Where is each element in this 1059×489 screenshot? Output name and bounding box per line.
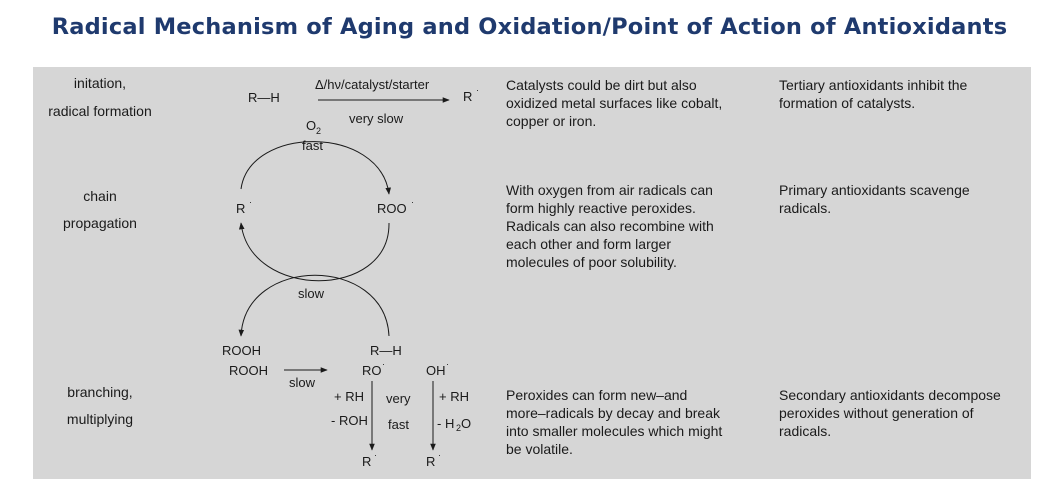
rooh-product: ROOH [222, 343, 261, 358]
tertiary-antioxidant-note: Tertiary antioxidants inhibit the formation of catalysts. [779, 77, 968, 111]
initiation-rate-label: very slow [349, 111, 404, 126]
stage-branching-label-2: multiplying [66, 411, 134, 427]
plus-rh-right: + RH [439, 389, 469, 404]
branching-description: Peroxides can form new–and more–radicals by decay and break into smaller molecules which might be volatile. [506, 387, 723, 457]
r-radical-cycle: R [236, 201, 246, 216]
radical-dot: · [382, 359, 385, 369]
r-radical-product: R [463, 89, 473, 104]
rooh-decay: ROOH [229, 363, 268, 378]
ro-radical: RO [362, 363, 382, 378]
stage-propagation-label-2: propagation [63, 215, 137, 231]
radical-dot: · [446, 359, 449, 369]
fast-label: fast [302, 138, 323, 153]
peroxide-formation-arc [241, 275, 389, 336]
stage-initiation-label-1: initation, [73, 75, 127, 91]
roo-radical: ROO [377, 201, 407, 216]
rh-reactant: R—H [248, 90, 280, 105]
rh-reactant-2: R—H [370, 343, 402, 358]
radical-dot: · [438, 450, 441, 460]
secondary-antioxidant-note: Secondary antioxidants decompose peroxides without generation of radicals. [779, 387, 1001, 439]
propagation-description: With oxygen from air radicals can form highly reactive peroxides. Radicals can also recombine with each other and form larger molecules of poor solubility. [506, 182, 714, 270]
h2o-o: O [461, 416, 472, 431]
radical-dot: · [411, 197, 414, 207]
radical-dot: · [476, 85, 479, 95]
o2-label: O [306, 118, 317, 133]
plus-rh-left: + RH [334, 389, 364, 404]
fast-label-2: fast [388, 417, 409, 432]
stage-initiation-label-2: radical formation [48, 103, 152, 119]
radical-dot: · [374, 450, 377, 460]
minus-h2o-h: - H [437, 416, 455, 431]
initiation-description: Catalysts could be dirt but also oxidized metal surfaces like cobalt, copper or iron. [506, 77, 723, 129]
h2o-subscript: 2 [456, 423, 462, 433]
page-title: Radical Mechanism of Aging and Oxidation/Point of Action of Antioxidants [51, 14, 1008, 40]
hydrogen-abstraction-arc [241, 223, 389, 281]
slow-decay-label: slow [289, 375, 316, 390]
initiation-conditions: Δ/hν/catalyst/starter [315, 77, 430, 92]
radical-dot: · [249, 197, 252, 207]
stage-propagation-label-1: chain [83, 188, 117, 204]
o2-subscript: 2 [316, 126, 322, 136]
primary-antioxidant-note: Primary antioxidants scavenge radicals. [779, 182, 970, 216]
minus-roh: - ROH [331, 413, 368, 428]
slow-label: slow [298, 286, 325, 301]
r-radical-end-left: R [362, 454, 372, 469]
very-label: very [386, 391, 411, 406]
oh-radical: OH [426, 363, 446, 378]
stage-branching-label-1: branching, [67, 384, 133, 400]
r-radical-end-right: R [426, 454, 436, 469]
